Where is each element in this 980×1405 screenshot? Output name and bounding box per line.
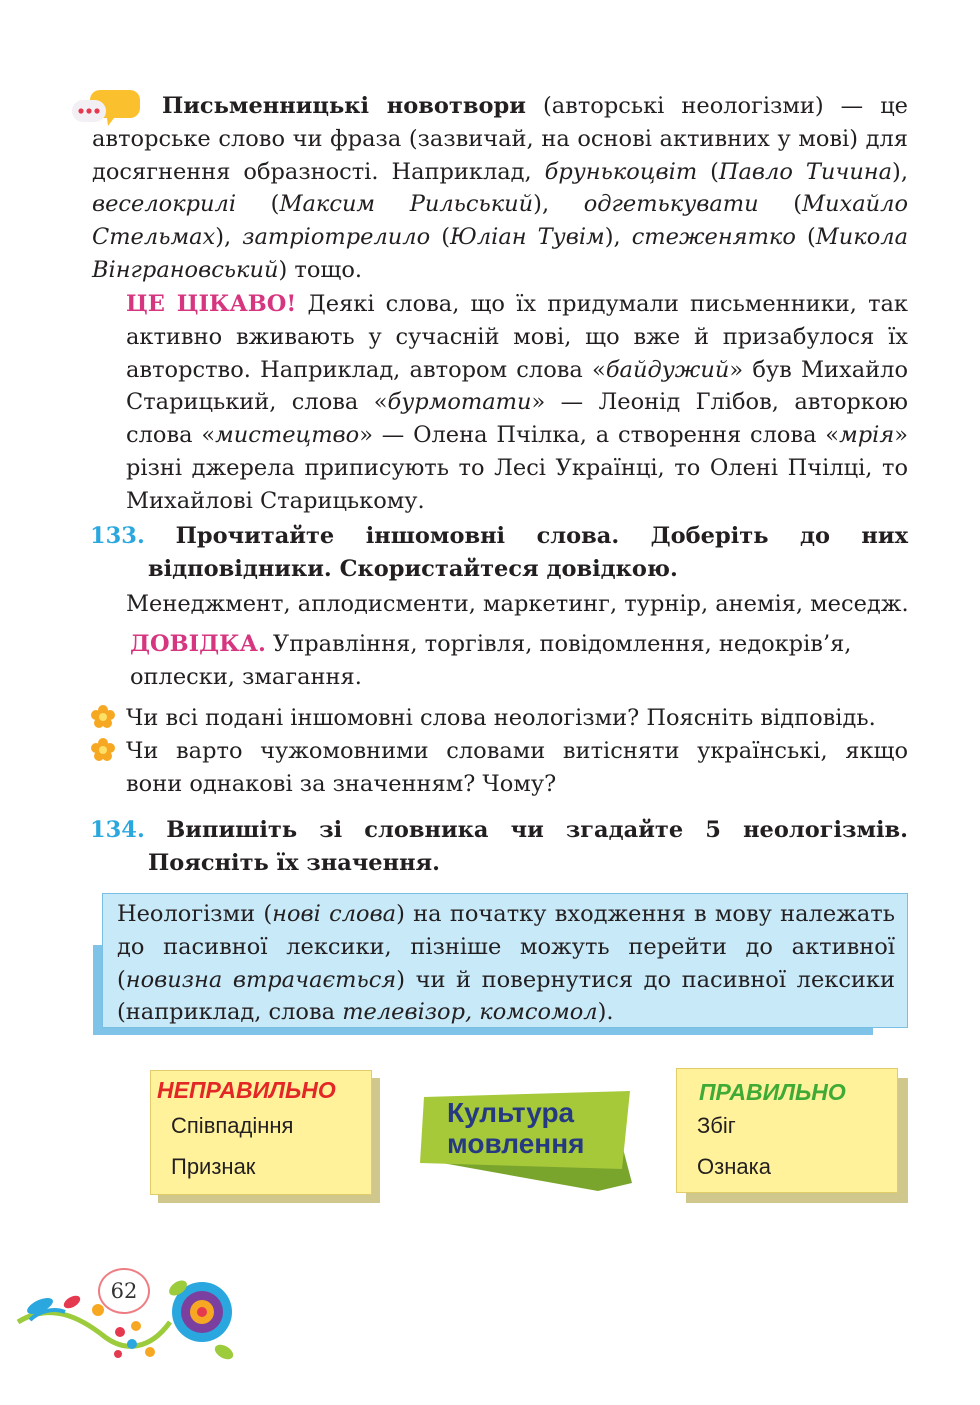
question-2: Чи варто чужомовними словами витісняти українські, якщо вони однакові за значенням? Чому?: [126, 738, 908, 797]
reference-paragraph: ДОВІДКА. Управління, торгівля, повідомлення, недокрів’я, оплески, змагання.: [130, 631, 852, 690]
rule-box: Неологізми (нові слова) на початку входження в мову належать до пасивної лексики, пізніше можуть перейти до активної (новизна втрачається) чи й повернутися до пасивної лексики (наприклад, слова телевізор, комсомол).: [102, 893, 908, 1028]
exercise-number: 133.: [90, 523, 145, 549]
page-number: 62: [98, 1268, 150, 1314]
question-1: Чи всі подані іншомовні слова неологізми? Поясніть відповідь.: [126, 705, 876, 731]
right-label: ПРАВИЛЬНО: [699, 1079, 846, 1105]
wrong-item: Признак: [171, 1154, 256, 1179]
right-item: Збіг: [697, 1113, 736, 1138]
exercise-134-task: 134. Випишіть зі словника чи згадайте 5 неологізмів. Поясніть їх значення.: [90, 817, 909, 876]
reference-label: ДОВІДКА.: [130, 631, 266, 657]
wrong-label: НЕПРАВИЛЬНО: [157, 1077, 336, 1103]
interesting-label: ЦЕ ЦІКАВО!: [126, 291, 297, 317]
flower-icon: [90, 704, 116, 730]
right-item: Ознака: [697, 1154, 771, 1179]
exercise-133-task: 133. Прочитайте іншомовні слова. Доберіть до них відповідники. Скористайтеся довідкою.: [90, 523, 909, 582]
wrong-item: Співпадіння: [171, 1113, 294, 1138]
right-card: [676, 1068, 898, 1193]
flower-icon: [90, 737, 116, 763]
writer-neologisms-paragraph: Письменницькі новотвори (авторські неологізми) — це авторське слово чи фраза (зазвичай, на основі активних у мові) для досягнення образності. Наприклад, брунькоцвіт (Павло Тичина), веселокрилі (Максим Рильський), одгетькувати (Михайло Стельмах), затріотрелило (Юліан Тувім), стеженятко (Микола Вінграновський) тощо.: [92, 93, 909, 283]
interesting-fact-paragraph: ЦЕ ЦІКАВО! Деякі слова, що їх придумали письменники, так активно вживають у сучасній мові, що вже й призабулося їх авторство. Наприклад, автором слова «байдужий» був Михайло Старицький, слова «бурмотати» — Леонід Глібов, авторкою слова «мистецтво» — Олена Пчілка, а створення слова «мрія» різні джерела приписують то Лесі Українці, то Олені Пчілці, то Михайлові Старицькому.: [126, 291, 908, 514]
exercise-number: 134.: [90, 817, 145, 843]
culture-of-speech-title: Культура мовлення: [447, 1097, 585, 1159]
term: Письменницькі новотвори: [162, 93, 526, 119]
wrong-card: [150, 1070, 372, 1195]
exercise-133-words: Менеджмент, аплодисменти, маркетинг, турнір, анемія, меседж.: [126, 591, 909, 617]
